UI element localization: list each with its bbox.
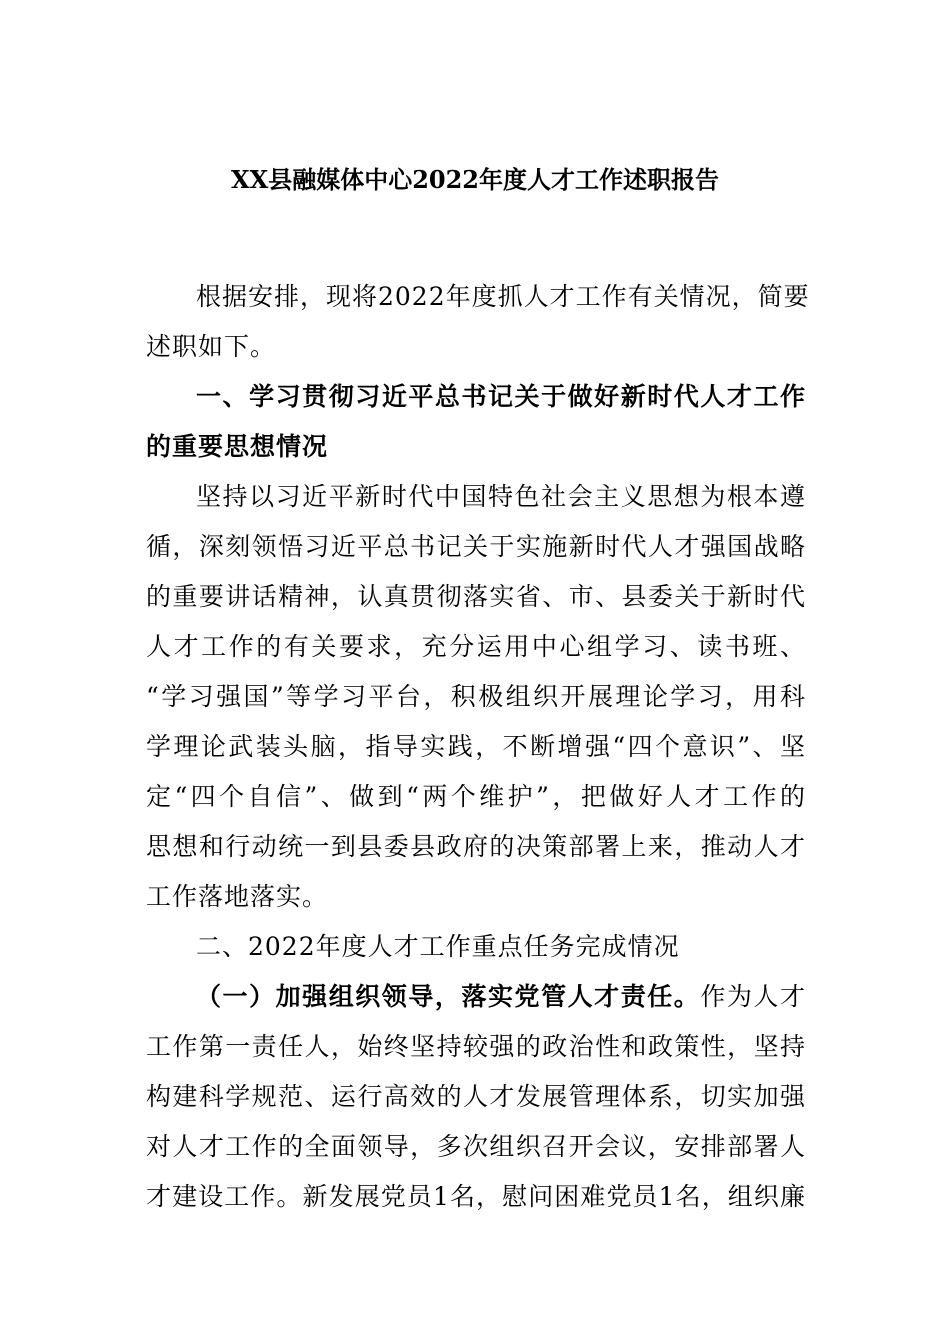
body-line: 工作落地落实。 (146, 882, 329, 911)
subsection-first-line (196, 972, 806, 1022)
body-line: 定“四个自信”、做到“两个维护”，把做好人才工作的 (146, 782, 806, 811)
body-text: 作为人才 (700, 982, 806, 1011)
subsection-heading: （一）加强组织领导，落实党管人才责任。 (196, 982, 701, 1011)
body-line: 工作第一责任人，始终坚持较强的政治性和政策性，坚持 (146, 1032, 806, 1061)
body-line: 才建设工作。新发展党员1名，慰问困难党员1名，组织廉 (146, 1182, 806, 1211)
body-line: 人才工作的有关要求，充分运用中心组学习、读书班、 (146, 632, 806, 661)
section-heading: 二、2022年度人才工作重点任务完成情况 (196, 932, 680, 961)
section-heading: 的重要思想情况 (146, 432, 329, 461)
intro-line: 述职如下。 (146, 332, 277, 361)
body-line: 学理论武装头脑，指导实践，不断增强“四个意识”、坚 (146, 732, 806, 761)
body-line: “学习强国”等学习平台，积极组织开展理论学习，用科 (146, 682, 806, 711)
intro-line: 根据安排，现将2022年度抓人才工作有关情况，简要 (196, 282, 810, 311)
body-line: 循，深刻领悟习近平总书记关于实施新时代人才强国战略 (146, 532, 806, 561)
body-line: 思想和行动统一到县委县政府的决策部署上来，推动人才 (146, 832, 806, 861)
section-heading: 一、学习贯彻习近平总书记关于做好新时代人才工作 (196, 382, 806, 411)
body-line: 的重要讲话精神，认真贯彻落实省、市、县委关于新时代 (146, 582, 806, 611)
body-line: 坚持以习近平新时代中国特色社会主义思想为根本遵 (196, 482, 806, 511)
document-title: XX县融媒体中心2022年度人才工作述职报告 (230, 165, 720, 194)
body-line: 构建科学规范、运行高效的人才发展管理体系，切实加强 (146, 1082, 806, 1111)
body-line: 对人才工作的全面领导，多次组织召开会议，安排部署人 (146, 1132, 806, 1161)
